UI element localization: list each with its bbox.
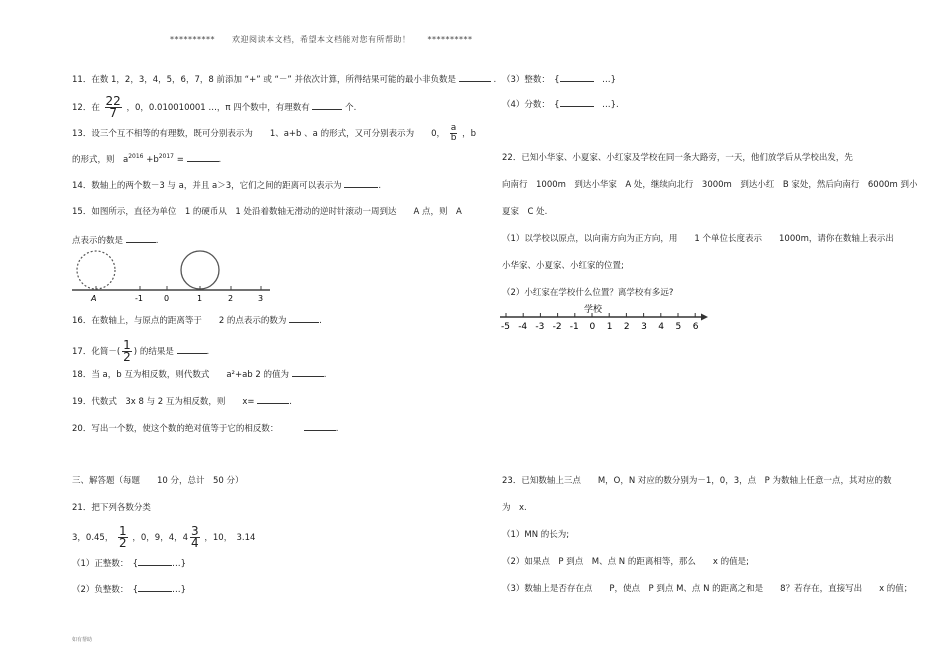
school-label: 学校: [584, 305, 603, 315]
question-21-part2: （2）负整数： { …}: [72, 582, 186, 596]
label-a: A: [91, 294, 97, 303]
question-11: 11．在数 1，2，3，4，5，6，7，8 前添加 “+” 或 “－” 并依次计算，所得结果可能的最小非负数是 .: [72, 72, 496, 86]
question-22-cont: 向南行 1000m 到达小华家 A 处，继续向北行 3000m 到达小红 B 家处，然后向南行 6000m 到小: [502, 180, 918, 190]
tick-label: 3: [641, 322, 647, 332]
page-header: ********** 欢迎阅读本文档，希望本文档能对您有所帮助！ **********: [170, 35, 473, 44]
question-20: 20．写出一个数，使这个数的绝对值等于它的相反数： .: [72, 421, 338, 435]
fraction-1-2: $\frac{1}{2}$: [123, 338, 131, 364]
question-23: 23．已知数轴上三点 M，O，N 对应的数分别为－1，0，3，点 P 为数轴上任意一点，其对应的数: [502, 476, 892, 486]
label-0: 0: [164, 294, 170, 303]
question-19: 19．代数式 3x 8 与 2 互为相反数，则 x= .: [72, 394, 292, 408]
label-2: 2: [228, 294, 234, 303]
tick-label: 1: [606, 322, 613, 332]
fraction-3-4: $\frac{3}{4}$: [191, 524, 199, 550]
question-18: 18．当 a，b 互为相反数，则代数式 a²+ab 2 的值为 .: [72, 367, 326, 381]
fraction-1-2: $\frac{1}{2}$: [119, 524, 127, 550]
answer-blank: [289, 313, 319, 323]
answer-blank: [292, 367, 324, 377]
question-23-cont: 为 x.: [502, 503, 527, 513]
tick-label: 6: [692, 322, 699, 332]
label-1: 1: [197, 294, 203, 303]
page-footer: 如有帮助: [72, 637, 93, 643]
question-23-part3: （3）数轴上是否存在点 P，使点 P 到点 M、点 N 的距离之和是 8？若存在，直接写出 x 的值；: [502, 584, 913, 594]
question-14: 14．数轴上的两个数－3 与 a，并且 a＞3，它们之间的距离可以表示为 .: [72, 178, 381, 192]
school-number-line-figure: [498, 300, 710, 332]
question-22-part1-cont: 小华家、小夏家、小红家的位置;: [502, 261, 624, 271]
tick-label: 4: [658, 322, 665, 332]
answer-blank: [560, 72, 594, 82]
question-16: 16．在数轴上，与原点的距离等于 2 的点表示的数为 .: [72, 313, 322, 327]
answer-blank: [126, 233, 156, 243]
question-21-part3: （3）整数： { …}: [502, 72, 616, 86]
answer-blank: [138, 556, 172, 566]
tick-label: 0: [589, 322, 596, 332]
tick-label: -3: [535, 322, 545, 332]
fraction-22-7: $\frac{22}{7}$: [105, 94, 121, 120]
fraction-a-b: $\frac{a}{b}$: [450, 123, 457, 143]
label-neg1: -1: [135, 294, 143, 303]
question-22-cont2: 夏家 C 处.: [502, 207, 548, 217]
answer-blank: [138, 582, 172, 592]
tick-label-group: [501, 322, 699, 332]
question-15-cont: 点表示的数是 .: [72, 233, 158, 247]
question-13: 13．设三个互不相等的有理数，既可分别表示为 1、a+b 、a 的形式，又可分别表示为 0， $\frac{a}{b}$ ，b: [72, 123, 477, 143]
answer-blank: [257, 394, 289, 404]
tick-label: -2: [552, 322, 562, 332]
coin-number-line-figure: [70, 248, 285, 306]
question-21: 21．把下列各数分类: [72, 503, 151, 513]
answer-blank: [344, 178, 378, 188]
question-22-part1: （1）以学校以原点，以向南方向为正方向，用 1 个单位长度表示 1000m，请你在数轴上表示出: [502, 234, 894, 244]
tick-label: -4: [518, 322, 528, 332]
answer-blank: [560, 97, 594, 107]
question-23-part1: （1）MN 的长为;: [502, 530, 570, 540]
label-3: 3: [258, 294, 264, 303]
section-3-title: 三、解答题（每题 10 分，总计 50 分）: [72, 476, 244, 486]
answer-blank: [312, 100, 342, 110]
tick-label: 2: [623, 322, 630, 332]
tick-label: -5: [501, 322, 510, 332]
tick-label: -1: [569, 322, 579, 332]
question-15: 15．如图所示，直径为单位 1 的硬币从 1 处沿着数轴无滑动的逆时针滚动一周到达 A 点，则 A: [72, 207, 462, 217]
solid-coin-circle: [181, 251, 219, 289]
question-12: 12．在 $\frac{22}{7}$ ，0，0.010010001 …，π 四个数中，有理数有 个.: [72, 94, 357, 120]
question-23-part2: （2）如果点 P 到点 M、点 N 的距离相等，那么 x 的值是;: [502, 557, 749, 567]
answer-blank: [177, 344, 207, 354]
question-21-part4: （4）分数： { …}.: [502, 97, 619, 111]
dashed-coin-circle: [77, 251, 115, 289]
question-13-cont: 的形式，则 $a^{2016} +b^{2017}$ = .: [72, 153, 222, 165]
answer-blank: [187, 152, 219, 162]
question-22: 22．已知小华家、小夏家、小红家及学校在同一条大路旁，一天，他们放学后从学校出发，先: [502, 153, 853, 163]
answer-blank: [304, 421, 336, 431]
tick-label: 5: [675, 322, 682, 332]
answer-blank: [459, 72, 491, 82]
question-21-numbers: 3，0.45， $\frac{1}{2}$ ，0，9，4，4 $\frac{3}{4}$ ，10， 3.14: [72, 524, 256, 550]
question-21-part1: （1）正整数： { …}: [72, 556, 186, 570]
question-22-part2: （2）小红家在学校什么位置？离学校有多远?: [502, 288, 674, 298]
arrow-right-icon: [701, 314, 708, 321]
question-17: 17．化简－( $\frac{1}{2}$ ) 的结果是 .: [72, 338, 210, 364]
